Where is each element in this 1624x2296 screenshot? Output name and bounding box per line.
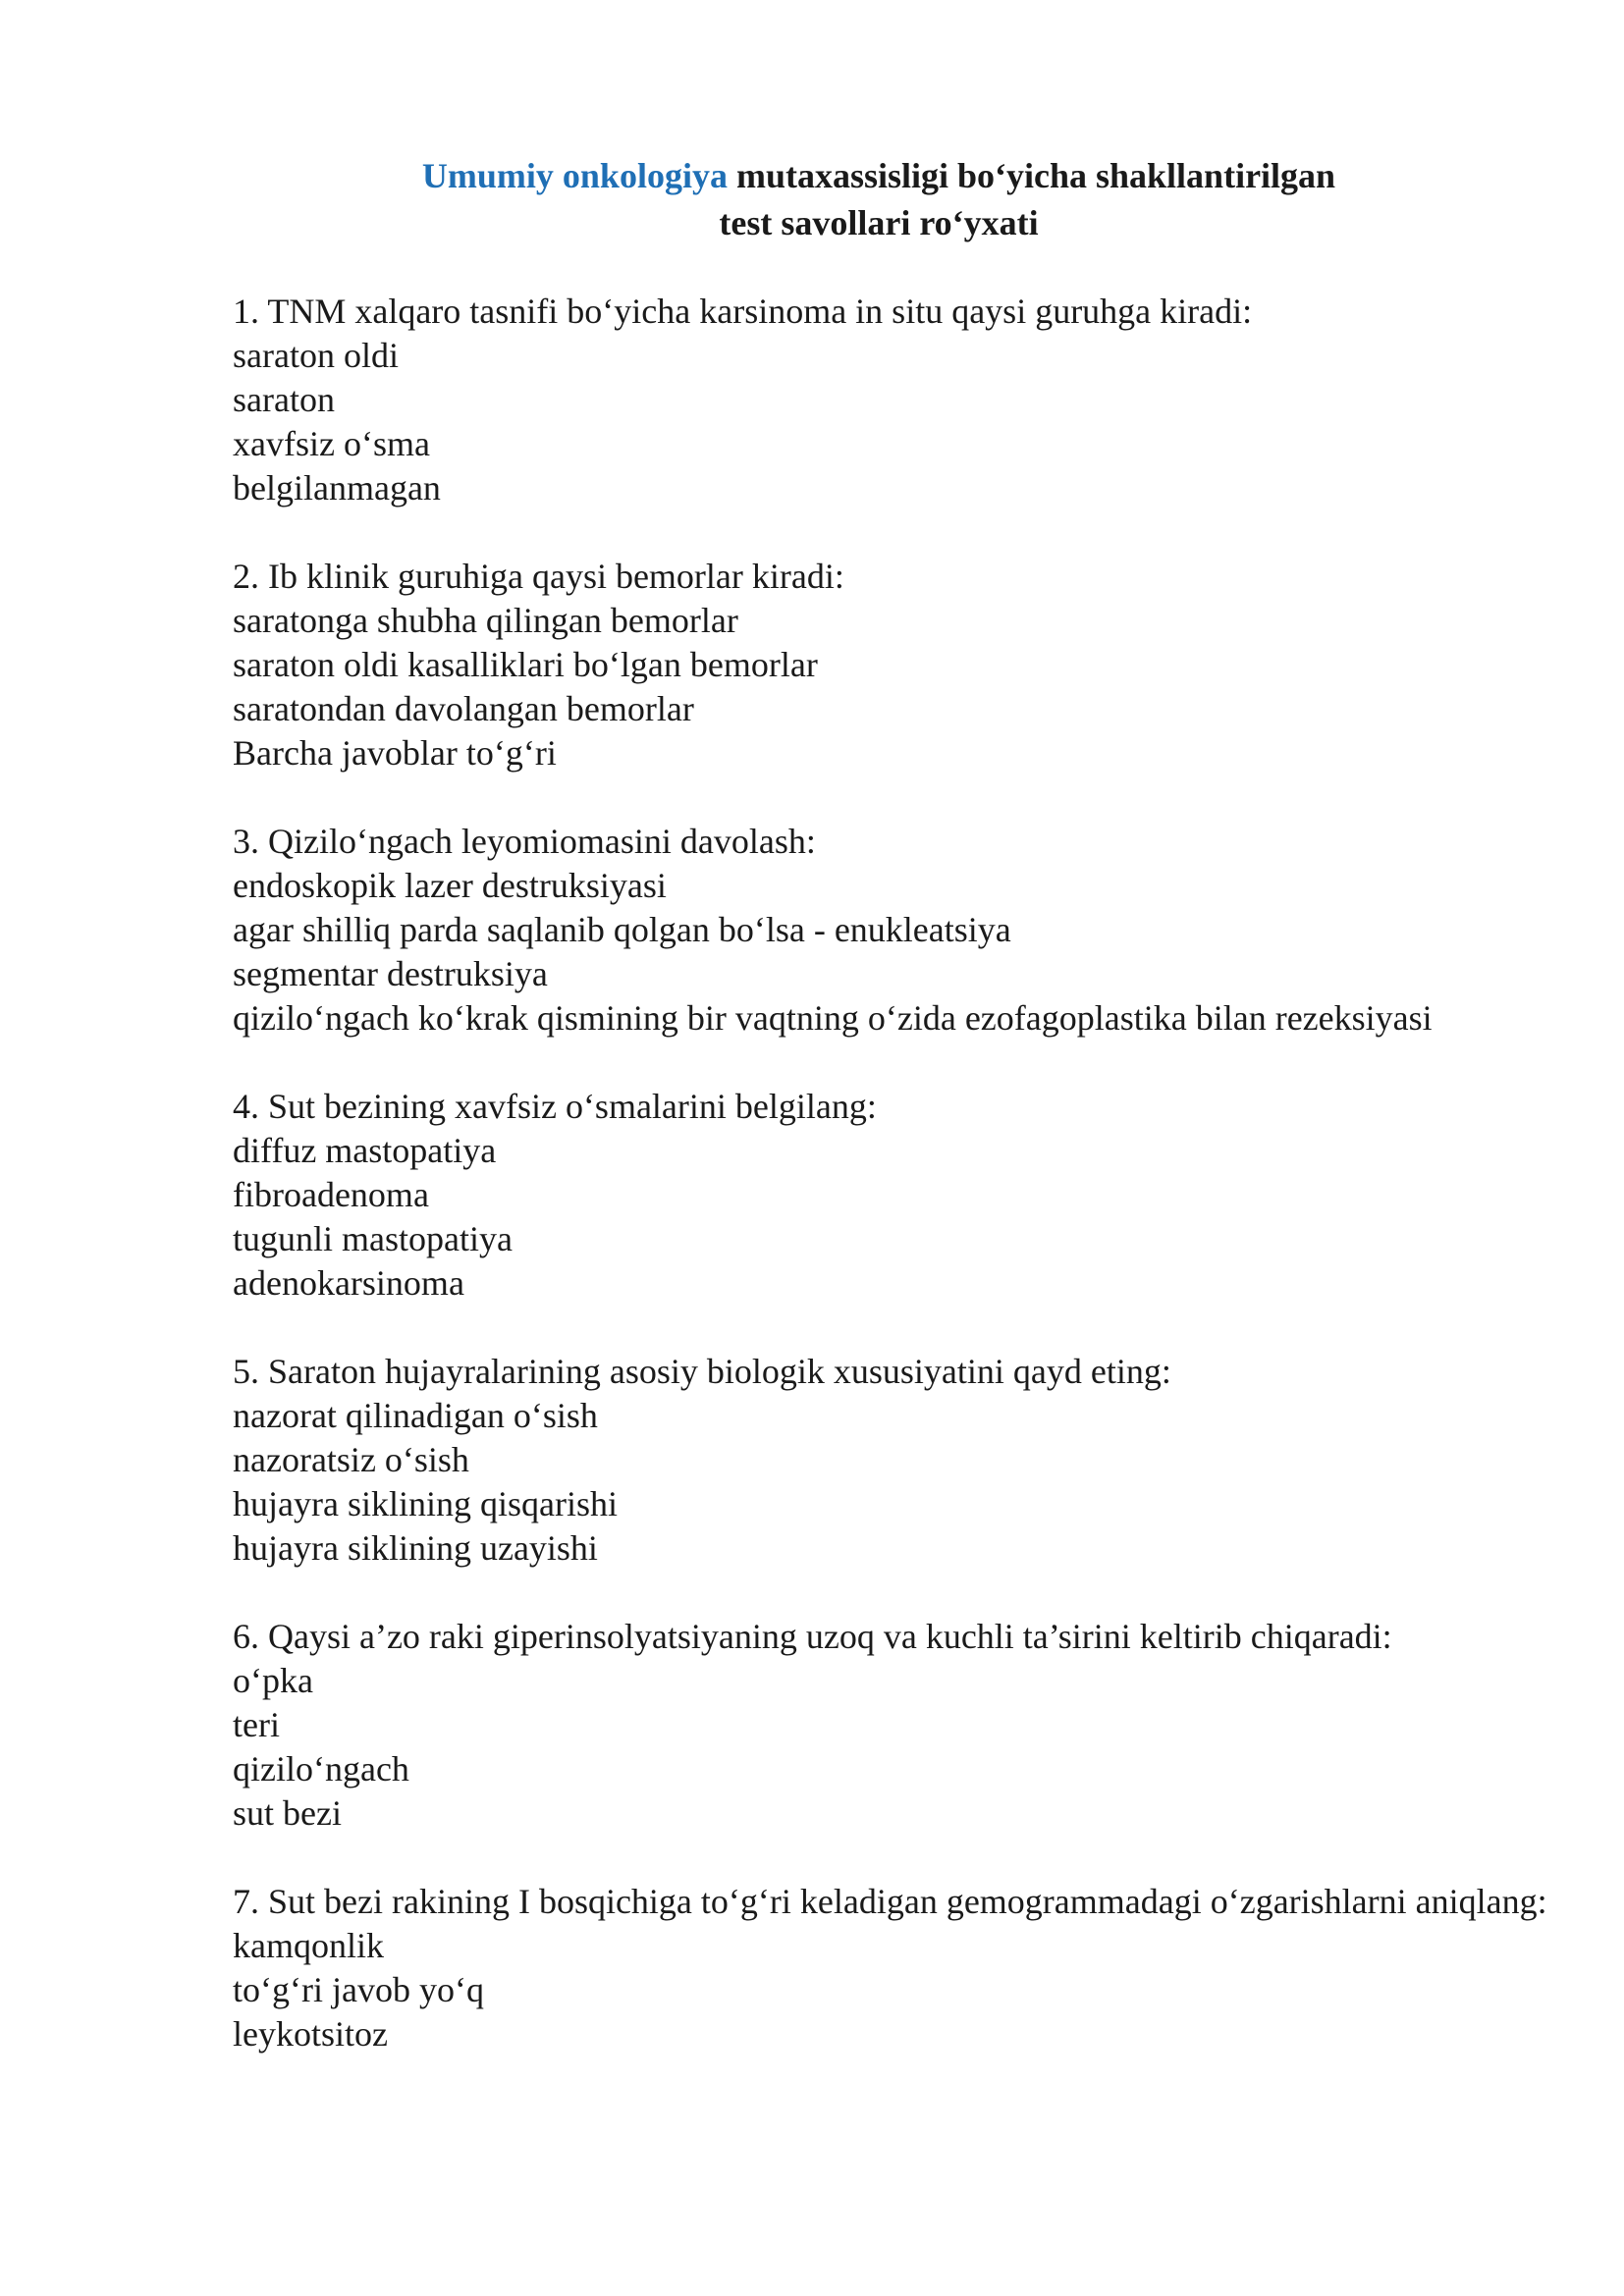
- question-block: [233, 290, 1578, 510]
- question-block: [233, 1615, 1578, 1836]
- answer-option: saratondan davolangan bemorlar: [233, 689, 694, 728]
- answer-option: hujayra siklining qisqarishi: [233, 1484, 618, 1523]
- question-text: 7. Sut bezi rakining I bosqichiga to‘g‘ri keladigan gemogrammadagi o‘zgarishlarni aniqlang:: [233, 1882, 1547, 1921]
- answer-option: nazoratsiz o‘sish: [233, 1440, 469, 1479]
- answer-option: fibroadenoma: [233, 1175, 429, 1214]
- answer-option: xavfsiz o‘sma: [233, 424, 430, 463]
- answer-option: qizilo‘ngach: [233, 1749, 409, 1789]
- question-block: [233, 1085, 1578, 1306]
- title-line2: test savollari ro‘yxati: [719, 203, 1039, 242]
- answer-option: qizilo‘ngach ko‘krak qismining bir vaqtning o‘zida ezofagoplastika bilan rezeksiyasi: [233, 998, 1433, 1038]
- answer-option: o‘pka: [233, 1661, 313, 1700]
- answer-option: leykotsitoz: [233, 2014, 388, 2054]
- question-text: 6. Qaysi a’zo raki giperinsolyatsiyaning uzoq va kuchli ta’sirini keltirib chiqaradi:: [233, 1617, 1392, 1656]
- answer-options: [233, 599, 1578, 775]
- answer-option: to‘g‘ri javob yo‘q: [233, 1970, 484, 2009]
- answer-options: [233, 1394, 1578, 1571]
- question-block: [233, 820, 1578, 1041]
- answer-option: adenokarsinoma: [233, 1263, 464, 1303]
- answer-option: sut bezi: [233, 1793, 342, 1833]
- answer-option: endoskopik lazer destruksiyasi: [233, 866, 667, 905]
- answer-option: saraton oldi kasalliklari bo‘lgan bemorlar: [233, 645, 818, 684]
- question-block: [233, 1350, 1578, 1571]
- question-text: 1. TNM xalqaro tasnifi bo‘yicha karsinoma in situ qaysi guruhga kiradi:: [233, 292, 1253, 331]
- answer-options: [233, 864, 1578, 1041]
- answer-option: tugunli mastopatiya: [233, 1219, 513, 1258]
- question-block: [233, 1880, 1578, 2056]
- answer-option: hujayra siklining uzayishi: [233, 1528, 598, 1568]
- question-block: [233, 555, 1578, 775]
- title-line1-rest: mutaxassisligi bo‘yicha shakllantirilgan: [727, 156, 1336, 195]
- answer-options: [233, 1659, 1578, 1836]
- answer-option: segmentar destruksiya: [233, 954, 548, 993]
- answer-option: diffuz mastopatiya: [233, 1131, 497, 1170]
- answer-option: saraton oldi: [233, 336, 399, 375]
- question-text: 4. Sut bezining xavfsiz o‘smalarini belgilang:: [233, 1087, 877, 1126]
- answer-options: [233, 1924, 1578, 2056]
- answer-option: teri: [233, 1705, 280, 1744]
- question-text: 2. Ib klinik guruhiga qaysi bemorlar kiradi:: [233, 557, 844, 596]
- document-title: [196, 152, 1561, 246]
- question-text: 5. Saraton hujayralarining asosiy biologik xususiyatini qayd eting:: [233, 1352, 1171, 1391]
- answer-option: saraton: [233, 380, 335, 419]
- answer-option: Barcha javoblar to‘g‘ri: [233, 733, 557, 773]
- answer-option: belgilanmagan: [233, 468, 441, 507]
- answer-option: agar shilliq parda saqlanib qolgan bo‘lsa - enukleatsiya: [233, 910, 1011, 949]
- answer-option: kamqonlik: [233, 1926, 384, 1965]
- answer-option: nazorat qilinadigan o‘sish: [233, 1396, 598, 1435]
- title-accent: Umumiy onkologiya: [421, 156, 728, 195]
- answer-option: saratonga shubha qilingan bemorlar: [233, 601, 738, 640]
- answer-options: [233, 1129, 1578, 1306]
- answer-options: [233, 334, 1578, 510]
- question-text: 3. Qizilo‘ngach leyomiomasini davolash:: [233, 822, 816, 861]
- question-list: [233, 290, 1578, 2101]
